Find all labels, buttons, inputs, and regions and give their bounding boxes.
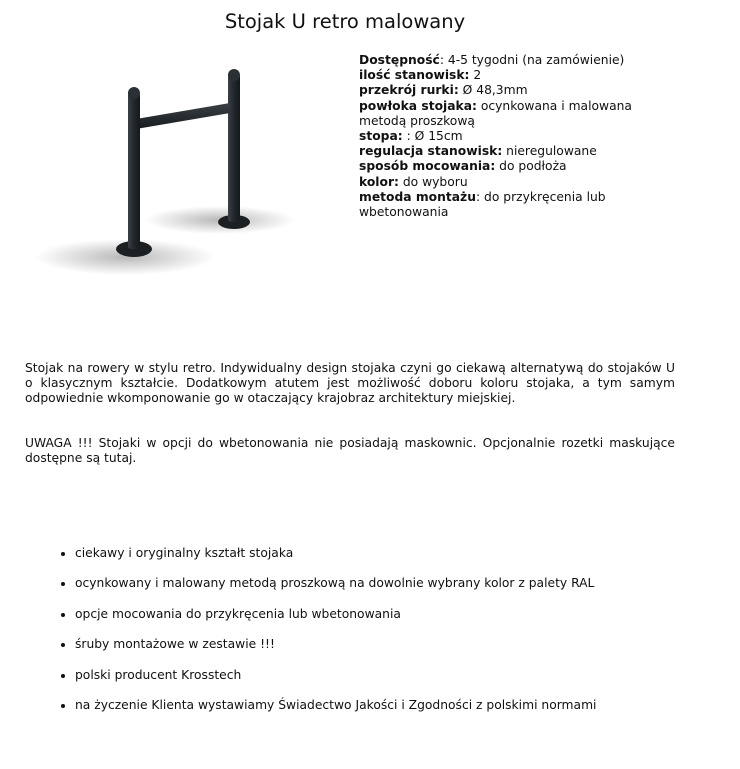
spec-installation <box>359 190 649 220</box>
spec-mounting <box>359 159 649 174</box>
rack-cap-left <box>128 87 140 99</box>
rack-post-right <box>228 74 240 222</box>
spec-value: nieregulowane <box>502 144 597 159</box>
list-item: • ciekawy i oryginalny kształt stojaka <box>75 546 705 561</box>
feature-list <box>25 546 705 728</box>
list-item: • opcje mocowania do przykręcenia lub wbetonowania <box>75 607 705 622</box>
list-item: • ocynkowany i malowany metodą proszkową na dowolnie wybrany kolor z palety RAL <box>75 576 705 591</box>
spec-stations-count <box>359 68 649 83</box>
rack-crossbar <box>136 103 230 129</box>
spec-value: : do przykręcenia lub wbetonowania <box>359 189 606 220</box>
page-title: Stojak U retro malowany <box>224 10 466 33</box>
spec-list <box>359 53 649 220</box>
spec-value: 2 <box>469 68 482 83</box>
spec-tube-diameter <box>359 83 649 98</box>
description-paragraph: Stojak na rowery w stylu retro. Indywidualny design stojaka czyni go ciekawą alternatywą do stojaków U o klasycznym kształcie. Dodatkowym atutem jest możliwość doboru koloru stojaka, a tym samym odpowiednie wkomponowanie go w otaczający krajobraz architektury miejskiej. <box>25 361 675 406</box>
list-item: • polski producent Krosstech <box>75 668 705 683</box>
spec-label: Dostępność <box>359 53 440 67</box>
spec-label: sposób mocowania: <box>359 159 496 174</box>
spec-label: powłoka stojaka: <box>359 98 477 113</box>
spec-color <box>359 175 649 190</box>
spec-value: do podłoża <box>495 159 567 174</box>
warning-paragraph: UWAGA !!! Stojaki w opcji do wbetonowania nie posiadają maskownic. Opcjonalnie rozetki maskujące dostępne są tutaj. <box>25 436 675 466</box>
rack-post-left <box>128 92 140 249</box>
spec-label: kolor: <box>359 174 399 189</box>
spec-foot <box>359 129 649 144</box>
spec-label: regulacja stanowisk: <box>359 144 503 159</box>
spec-label: przekrój rurki: <box>359 83 459 98</box>
spec-value: : Ø 15cm <box>402 129 463 144</box>
bike-rack-image <box>30 62 320 282</box>
spec-value: ocynkowana i malowana metodą proszkową <box>359 98 632 128</box>
list-item: • na życzenie Klienta wystawiamy Świadectwo Jakości i Zgodności z polskimi normami <box>75 698 705 713</box>
spec-value: : 4-5 tygodni (na zamówienie) <box>439 53 625 67</box>
spec-label: ilość stanowisk: <box>359 68 470 83</box>
spec-value: do wyboru <box>398 174 468 189</box>
spec-label: metoda montażu <box>359 189 476 204</box>
rack-cap-right <box>228 69 240 81</box>
spec-label: stopa: <box>359 129 403 144</box>
spec-value: Ø 48,3mm <box>458 83 528 98</box>
list-item: • śruby montażowe w zestawie !!! <box>75 637 705 652</box>
spec-availability <box>359 53 649 68</box>
spec-coating <box>359 99 649 129</box>
spec-adjustment <box>359 144 649 159</box>
